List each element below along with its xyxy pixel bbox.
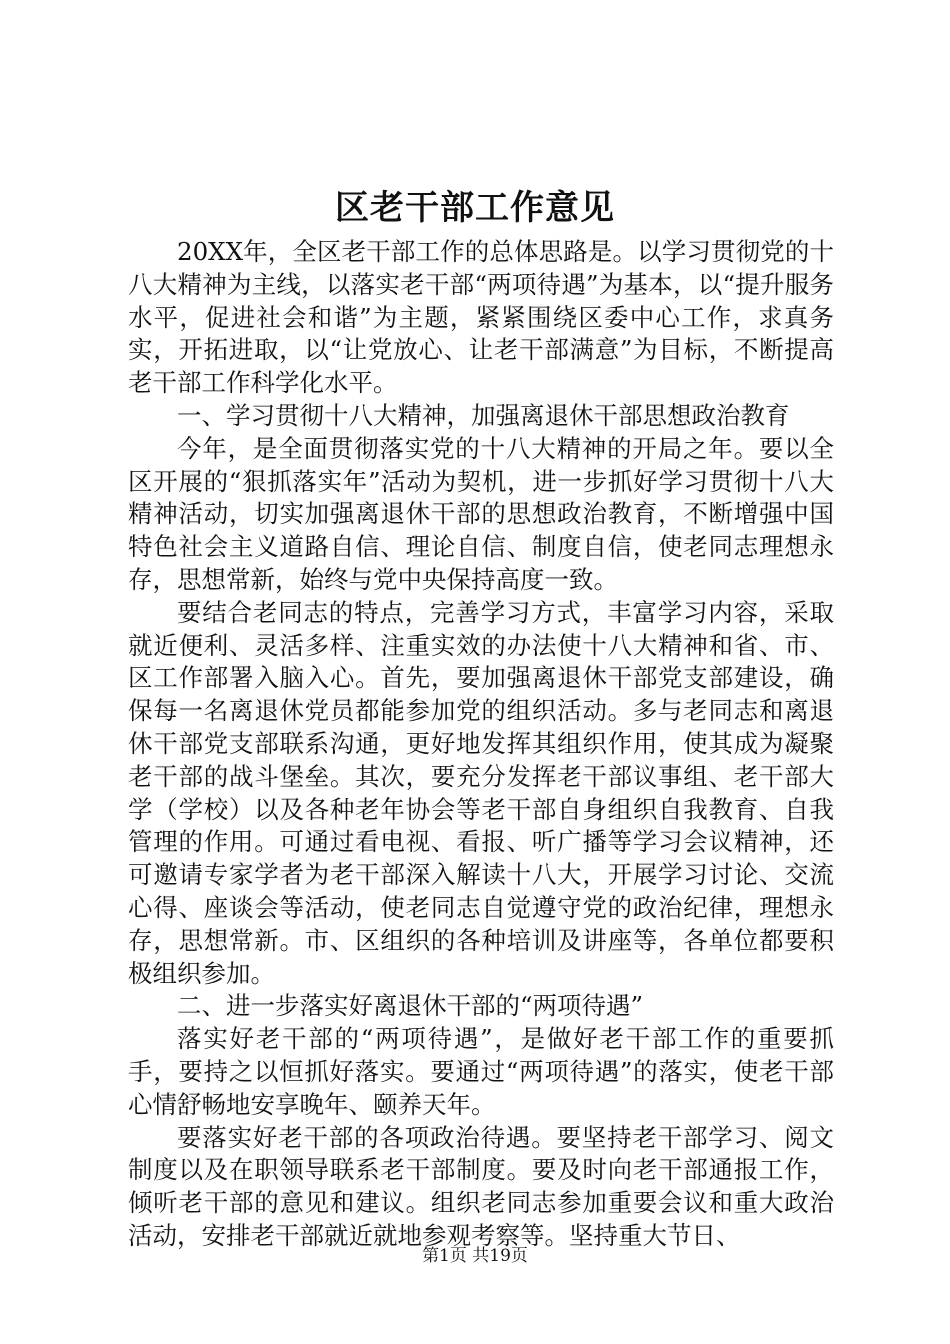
section-heading-2: 二、进一步落实好离退休干部的“两项待遇” xyxy=(177,991,644,1021)
paragraph-intro: 20XX年，全区老干部工作的总体思路是。以学习贯彻党的十八大精神为主线，以落实老干部“两项待遇”为基本，以“提升服务水平，促进社会和谐”为主题，紧紧围绕区委中心工作，求真务实，开拓进取，以“让党放心、让老干部满意”为目标，不断提高老干部工作科学化水平。 xyxy=(128,237,834,398)
document-body xyxy=(128,236,834,1253)
page-number-footer: 第1页 共19页 xyxy=(422,1246,528,1266)
paragraph-section-1b: 要结合老同志的特点，完善学习方式，丰富学习内容，采取就近便利、灵活多样、注重实效的办法使十八大精神和省、市、区工作部署入脑入心。首先，要加强离退休干部党支部建设，确保每一名离退休党员都能参加党的组织活动。多与老同志和离退休干部党支部联系沟通，更好地发挥其组织作用，使其成为凝聚老干部的战斗堡垒。其次，要充分发挥老干部议事组、老干部大学（学校）以及各种老年协会等老干部自身组织自我教育、自我管理的作用。可通过看电视、看报、听广播等学习会议精神，还可邀请专家学者为老干部深入解读十八大，开展学习讨论、交流心得、座谈会等活动，使老同志自觉遵守党的政治纪律，理想永存，思想常新。市、区组织的各种培训及讲座等，各单位都要积极组织参加。 xyxy=(128,597,834,988)
section-heading-1: 一、学习贯彻十八大精神，加强离退休干部思想政治教育 xyxy=(177,400,790,430)
document-title: 区老干部工作意见 xyxy=(335,188,615,228)
paragraph-section-1a: 今年，是全面贯彻落实党的十八大精神的开局之年。要以全区开展的“狠抓落实年”活动为契机，进一步抓好学习贯彻十八大精神活动，切实加强离退休干部的思想政治教育，不断增强中国特色社会主义道路自信、理论自信、制度自信，使老同志理想永存，思想常新，始终与党中央保持高度一致。 xyxy=(128,433,834,594)
paragraph-section-2b: 要落实好老干部的各项政治待遇。要坚持老干部学习、阅文制度以及在职领导联系老干部制度。要及时向老干部通报工作，倾听老干部的意见和建议。组织老同志参加重要会议和重大政治活动，安排老干部就近就地参观考察等。坚持重大节日、 xyxy=(128,1122,834,1250)
paragraph-section-2a: 落实好老干部的“两项待遇”，是做好老干部工作的重要抓手，要持之以恒抓好落实。要通过“两项待遇”的落实，使老干部心情舒畅地安享晚年、颐养天年。 xyxy=(128,1024,834,1119)
